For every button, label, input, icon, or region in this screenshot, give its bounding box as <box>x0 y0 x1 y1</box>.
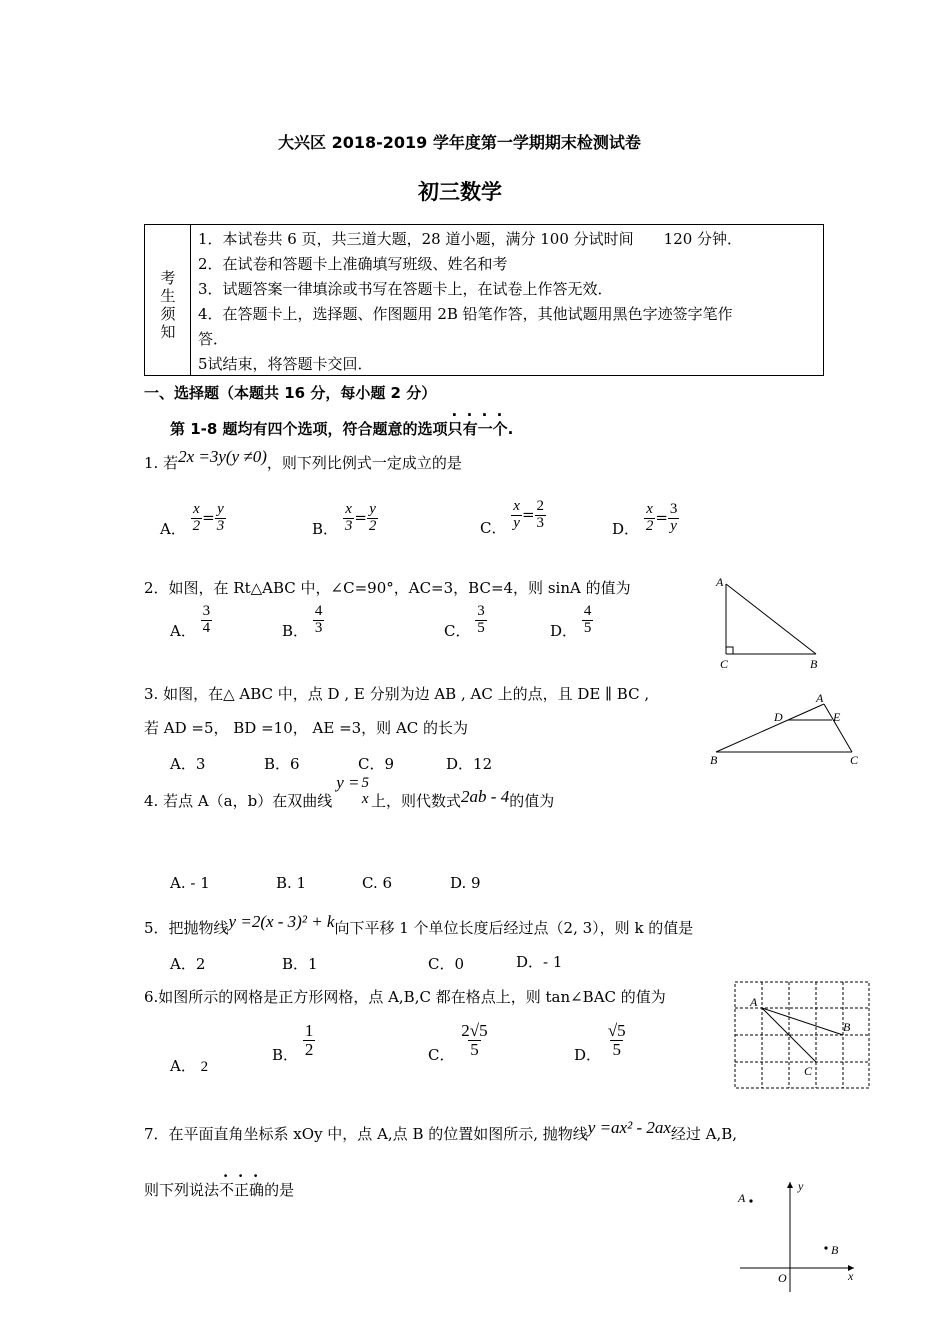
frac-den: 2 <box>368 517 377 534</box>
frac-num: 3 <box>477 603 485 619</box>
frac-den: 5 <box>477 619 485 636</box>
question-6-grid-figure <box>734 981 872 1091</box>
vertex-label-b: B <box>810 657 818 670</box>
section-heading: 一、选择题（本题共 16 分，每小题 2 分） <box>144 384 437 402</box>
notice-item: 1．本试卷共 6 页，共三道大题，28 道小题，满分 100 分试时间 120 分钟． <box>198 230 743 248</box>
point-label-b: B <box>831 1243 839 1257</box>
question-6-option-c[interactable] <box>428 1021 490 1065</box>
question-3-line-2: 若 AD =5， BD =10， AE =3，则 AC 的长为 <box>144 719 469 737</box>
option-label: B． <box>312 520 339 539</box>
option-label: B． <box>282 622 309 641</box>
emphasis-char: 只 <box>447 420 463 438</box>
frac-num: 4 <box>583 603 592 619</box>
vertex-label-c: C <box>804 1064 813 1078</box>
stem-text: 的是 <box>264 1181 295 1199</box>
question-4-option-c[interactable]: C. 6 <box>362 874 393 892</box>
notice-item: 答． <box>198 330 229 348</box>
option-label: C． <box>428 1046 455 1065</box>
notice-item: 2．在试卷和答题卡上准确填写班级、姓名和考 <box>198 255 508 273</box>
origin-label: O <box>778 1271 787 1285</box>
vertex-label-b: B <box>843 1020 851 1034</box>
vertex-label-a: A <box>750 995 758 1009</box>
question-3-option-a[interactable]: A．3 <box>170 755 206 773</box>
question-1-option-c[interactable] <box>480 498 546 538</box>
notice-side-char: 考 <box>160 269 176 287</box>
frac-num: x <box>345 501 352 517</box>
question-2-option-c[interactable] <box>444 603 487 641</box>
frac-num: 1 <box>304 1021 314 1040</box>
notice-item: 5试结束，将答题卡交回． <box>198 355 373 373</box>
frac-num: x <box>193 501 200 517</box>
subject-title: 初三数学 <box>418 180 502 204</box>
vertex-label-c: C <box>720 657 729 670</box>
question-3-option-d[interactable]: D．12 <box>446 755 493 773</box>
option-label: A． <box>160 520 186 539</box>
question-6-option-a[interactable] <box>170 1055 208 1076</box>
question-6-option-d[interactable] <box>574 1021 628 1065</box>
question-3-line-1: 3. 如图，在△ ABC 中，点 D , E 分别为边 AB , AC 上的点，且 DE ∥ BC , <box>144 685 650 703</box>
question-4-stem <box>144 772 555 818</box>
frac-den: 3 <box>536 514 545 531</box>
emphasis-char: 有 <box>462 420 478 438</box>
question-5-stem <box>144 912 694 938</box>
question-5-option-c[interactable]: C．0 <box>428 955 465 973</box>
math-expr: y =2(x - 3)² + k <box>228 912 335 931</box>
frac-den: 2 <box>645 517 654 534</box>
notice-item: 3．试题答案一律填涂或书写在答题卡上，在试卷上作答无效． <box>198 280 613 298</box>
option-label: C． <box>480 519 507 538</box>
stem-text: 1. 若 <box>144 454 179 472</box>
question-2-option-b[interactable] <box>282 603 324 641</box>
question-6-stem: 6.如图所示的网格是正方形网格，点 A,B,C 都在格点上，则 tan∠BAC 的值为 <box>144 988 666 1006</box>
frac-num: 4 <box>314 603 323 619</box>
question-7-stem <box>144 1118 738 1144</box>
frac-den: 5 <box>583 619 592 636</box>
stem-text: 4. 若点 A（a，b）在双曲线 <box>144 791 333 810</box>
question-4-option-a[interactable]: A. - 1 <box>170 874 210 892</box>
vertex-label-d: D <box>774 710 783 724</box>
emphasis-char: 正 <box>234 1181 250 1199</box>
section-instruction <box>170 418 513 439</box>
vertex-label-b: B <box>710 753 718 767</box>
question-4-option-d[interactable]: D. 9 <box>450 874 481 892</box>
frac-num: y <box>217 501 224 517</box>
question-3-option-c[interactable]: C．9 <box>358 755 395 773</box>
vertex-label-c: C <box>850 753 859 767</box>
question-1-option-b[interactable] <box>312 501 378 539</box>
question-5-option-d[interactable]: D．- 1 <box>516 953 563 971</box>
frac-den: y <box>513 514 520 531</box>
frac-num: 3 <box>669 501 678 517</box>
math-expr: y = <box>336 772 360 792</box>
vertex-label-a: A <box>716 575 724 589</box>
notice-side-char: 知 <box>160 323 176 341</box>
question-1-option-a[interactable] <box>160 501 226 539</box>
axis-label-y: y <box>798 1179 804 1193</box>
emphasis-char: 个 <box>492 420 508 438</box>
question-2-stem: 2．如图，在 Rt△ABC 中，∠C=90°，AC=3，BC=4，则 sinA 的值为 <box>144 579 631 597</box>
frac-num: 3 <box>202 603 211 619</box>
question-2-option-d[interactable] <box>550 603 593 641</box>
frac-den: y <box>670 517 677 534</box>
question-7-line-2 <box>144 1179 294 1200</box>
notice-side-char: 须 <box>160 305 176 323</box>
frac-den: 2 <box>192 517 201 534</box>
frac-num: x <box>513 498 520 514</box>
equals: = <box>655 508 668 527</box>
question-4-option-b[interactable]: B. 1 <box>276 874 307 892</box>
emphasis-char: 不 <box>219 1181 235 1199</box>
question-3-triangle-figure <box>702 690 868 770</box>
question-2-triangle-figure <box>712 574 832 670</box>
stem-text: 经过 A,B, <box>670 1125 738 1143</box>
math-expr: 2x =3y(y ≠0) <box>178 447 267 466</box>
question-1-option-d[interactable] <box>612 501 679 539</box>
option-label: B． <box>272 1046 299 1065</box>
emphasis-char: 一 <box>477 420 493 438</box>
instruction-text: 第 1-8 题均有四个选项，符合题意的选项 <box>170 420 448 438</box>
vertex-label-a: A <box>816 691 824 705</box>
frac-num: √5 <box>607 1021 626 1040</box>
option-label: D． <box>612 520 640 539</box>
exam-title: 大兴区 2018-2019 学年度第一学期期末检测试卷 <box>278 133 641 152</box>
frac-den: 3 <box>314 619 323 636</box>
frac-num: x <box>646 501 653 517</box>
frac-den: x <box>361 790 369 807</box>
axis-label-x: x <box>848 1269 854 1283</box>
frac-den: 3 <box>344 517 353 534</box>
stem-text: 上，则代数式 <box>371 791 462 810</box>
option-value: 2 <box>200 1059 209 1075</box>
frac-den: 2 <box>304 1039 314 1059</box>
question-5-option-a[interactable]: A．2 <box>170 955 206 973</box>
question-1-stem <box>144 447 462 473</box>
question-5-option-b[interactable]: B．1 <box>282 955 318 973</box>
vertex-label-e: E <box>833 710 841 724</box>
equals: = <box>202 508 215 527</box>
notice-body <box>198 227 818 377</box>
notice-box <box>144 224 824 376</box>
emphasis-char: 确 <box>249 1181 265 1199</box>
option-label: D． <box>550 622 578 641</box>
frac-den: 5 <box>612 1039 621 1059</box>
frac-num: 2 <box>536 498 545 514</box>
question-6-option-b[interactable] <box>272 1021 315 1065</box>
option-label: D． <box>574 1046 602 1065</box>
frac-num: 5 <box>361 775 370 791</box>
notice-item: 4．在答题卡上，选择题、作图题用 2B 铅笔作答，其他试题用黑色字迹签字笔作 <box>198 305 733 323</box>
frac-den: 4 <box>202 619 211 636</box>
frac-num: 2√5 <box>461 1021 488 1040</box>
stem-text: ，则下列比例式一定成立的是 <box>266 454 462 472</box>
math-expr: y =ax² - 2ax <box>587 1118 671 1137</box>
frac-den: 5 <box>470 1039 479 1059</box>
math-expr: 2ab - 4 <box>461 786 510 806</box>
option-label: A． <box>170 1057 196 1075</box>
question-3-option-b[interactable]: B．6 <box>264 755 300 773</box>
stem-text: 向下平移 1 个单位长度后经过点（2, 3），则 k 的值是 <box>334 919 694 937</box>
option-label: A． <box>170 622 196 641</box>
notice-side-label <box>145 225 191 375</box>
question-7-coordinate-figure <box>732 1176 862 1296</box>
frac-den: 3 <box>216 517 225 534</box>
instruction-text: . <box>507 420 514 438</box>
equals: = <box>521 505 535 524</box>
stem-text: 的值为 <box>509 791 555 810</box>
stem-text: 7．在平面直角坐标系 xOy 中，点 A,点 B 的位置如图所示, 抛物线 <box>144 1125 588 1143</box>
option-label: C． <box>444 622 471 641</box>
equals: = <box>354 508 367 527</box>
point-label-a: A <box>738 1191 746 1205</box>
notice-side-char: 生 <box>160 287 176 305</box>
frac-num: y <box>369 501 376 517</box>
question-2-option-a[interactable] <box>170 603 212 641</box>
stem-text: 5．把抛物线 <box>144 919 229 937</box>
stem-text: 则下列说法 <box>144 1181 220 1199</box>
